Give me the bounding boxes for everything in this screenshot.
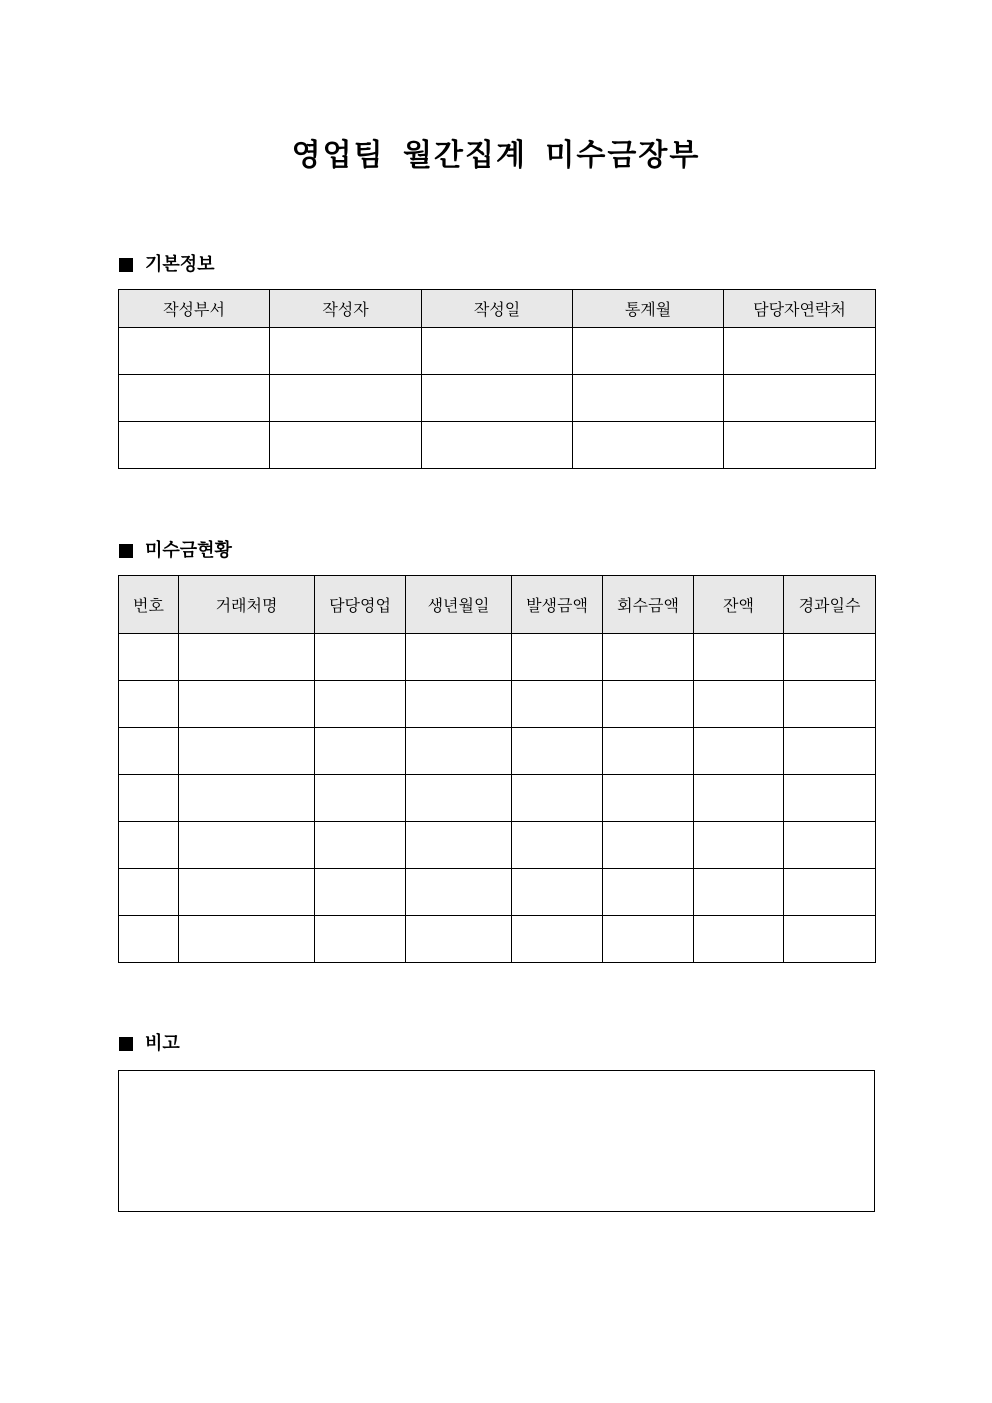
table-cell[interactable] xyxy=(179,775,315,822)
table-cell[interactable] xyxy=(724,375,876,422)
table-cell[interactable] xyxy=(270,375,422,422)
table-cell[interactable] xyxy=(119,822,179,869)
table-cell[interactable] xyxy=(406,728,512,775)
table-cell[interactable] xyxy=(573,375,724,422)
table-cell[interactable] xyxy=(119,634,179,681)
table-cell[interactable] xyxy=(179,822,315,869)
table-cell[interactable] xyxy=(315,822,406,869)
table-cell[interactable] xyxy=(119,775,179,822)
table-cell[interactable] xyxy=(422,328,573,375)
table-cell[interactable] xyxy=(573,422,724,469)
table-cell[interactable] xyxy=(694,822,784,869)
column-header-balance: 잔액 xyxy=(694,576,784,634)
table-row xyxy=(119,328,876,375)
table-cell[interactable] xyxy=(573,328,724,375)
column-header-contact: 담당자연락처 xyxy=(724,290,876,328)
table-cell[interactable] xyxy=(512,822,603,869)
table-row xyxy=(119,422,876,469)
table-cell[interactable] xyxy=(406,869,512,916)
table-cell[interactable] xyxy=(784,916,876,963)
table-cell[interactable] xyxy=(179,681,315,728)
table-cell[interactable] xyxy=(119,869,179,916)
section-heading-remarks xyxy=(119,1032,180,1056)
table-cell[interactable] xyxy=(406,681,512,728)
table-cell[interactable] xyxy=(119,681,179,728)
unpaid-status-table xyxy=(118,575,876,963)
section-heading-unpaid-status xyxy=(119,539,232,563)
table-cell[interactable] xyxy=(512,728,603,775)
table-cell[interactable] xyxy=(784,822,876,869)
column-header-stat-month: 통계월 xyxy=(573,290,724,328)
table-cell[interactable] xyxy=(603,822,694,869)
column-header-author: 작성자 xyxy=(270,290,422,328)
table-cell[interactable] xyxy=(512,634,603,681)
table-row xyxy=(119,375,876,422)
section-heading-label: 비고 xyxy=(145,1033,180,1054)
table-cell[interactable] xyxy=(406,822,512,869)
column-header-department: 작성부서 xyxy=(119,290,270,328)
table-cell[interactable] xyxy=(179,916,315,963)
table-cell[interactable] xyxy=(724,328,876,375)
column-header-client-name: 거래처명 xyxy=(179,576,315,634)
table-cell[interactable] xyxy=(406,634,512,681)
table-cell[interactable] xyxy=(784,728,876,775)
table-cell[interactable] xyxy=(406,775,512,822)
document-title: 영업팀 월간집계 미수금장부 xyxy=(291,138,701,173)
section-heading-label: 기본정보 xyxy=(145,254,215,275)
column-header-birth-date: 생년월일 xyxy=(406,576,512,634)
table-row xyxy=(119,681,876,728)
table-cell[interactable] xyxy=(119,328,270,375)
table-row xyxy=(119,634,876,681)
table-cell[interactable] xyxy=(315,634,406,681)
table-cell[interactable] xyxy=(179,634,315,681)
square-bullet-icon xyxy=(119,258,133,272)
table-cell[interactable] xyxy=(422,422,573,469)
table-cell[interactable] xyxy=(784,681,876,728)
table-cell[interactable] xyxy=(512,869,603,916)
table-cell[interactable] xyxy=(315,869,406,916)
table-header-row xyxy=(119,290,876,328)
table-cell[interactable] xyxy=(179,869,315,916)
table-cell[interactable] xyxy=(422,375,573,422)
square-bullet-icon xyxy=(119,544,133,558)
table-cell[interactable] xyxy=(603,775,694,822)
table-cell[interactable] xyxy=(694,869,784,916)
column-header-elapsed-days: 경과일수 xyxy=(784,576,876,634)
table-cell[interactable] xyxy=(119,375,270,422)
table-cell[interactable] xyxy=(119,728,179,775)
section-heading-label: 미수금현황 xyxy=(145,540,232,561)
table-cell[interactable] xyxy=(784,775,876,822)
column-header-sales-rep: 담당영업 xyxy=(315,576,406,634)
table-row xyxy=(119,916,876,963)
table-cell[interactable] xyxy=(694,916,784,963)
table-cell[interactable] xyxy=(119,422,270,469)
table-cell[interactable] xyxy=(603,916,694,963)
table-cell[interactable] xyxy=(512,775,603,822)
table-cell[interactable] xyxy=(603,728,694,775)
table-cell[interactable] xyxy=(406,916,512,963)
table-cell[interactable] xyxy=(119,916,179,963)
section-heading-basic-info xyxy=(119,253,215,277)
table-cell[interactable] xyxy=(315,775,406,822)
column-header-issued-amount: 발생금액 xyxy=(512,576,603,634)
table-cell[interactable] xyxy=(512,681,603,728)
table-cell[interactable] xyxy=(603,869,694,916)
table-cell[interactable] xyxy=(694,681,784,728)
table-cell[interactable] xyxy=(694,775,784,822)
table-cell[interactable] xyxy=(315,916,406,963)
basic-info-table xyxy=(118,289,876,469)
table-cell[interactable] xyxy=(179,728,315,775)
table-cell[interactable] xyxy=(784,869,876,916)
table-header-row xyxy=(119,576,876,634)
column-header-date: 작성일 xyxy=(422,290,573,328)
table-row xyxy=(119,728,876,775)
table-row xyxy=(119,869,876,916)
column-header-collected-amount: 회수금액 xyxy=(603,576,694,634)
table-cell[interactable] xyxy=(315,728,406,775)
table-row xyxy=(119,775,876,822)
table-cell[interactable] xyxy=(694,728,784,775)
table-cell[interactable] xyxy=(270,422,422,469)
table-cell[interactable] xyxy=(603,634,694,681)
column-header-number: 번호 xyxy=(119,576,179,634)
table-row xyxy=(119,822,876,869)
table-cell[interactable] xyxy=(603,681,694,728)
table-cell[interactable] xyxy=(724,422,876,469)
table-cell[interactable] xyxy=(512,916,603,963)
remarks-box[interactable] xyxy=(118,1070,875,1212)
table-cell[interactable] xyxy=(694,634,784,681)
square-bullet-icon xyxy=(119,1037,133,1051)
table-cell[interactable] xyxy=(270,328,422,375)
table-cell[interactable] xyxy=(315,681,406,728)
table-cell[interactable] xyxy=(784,634,876,681)
